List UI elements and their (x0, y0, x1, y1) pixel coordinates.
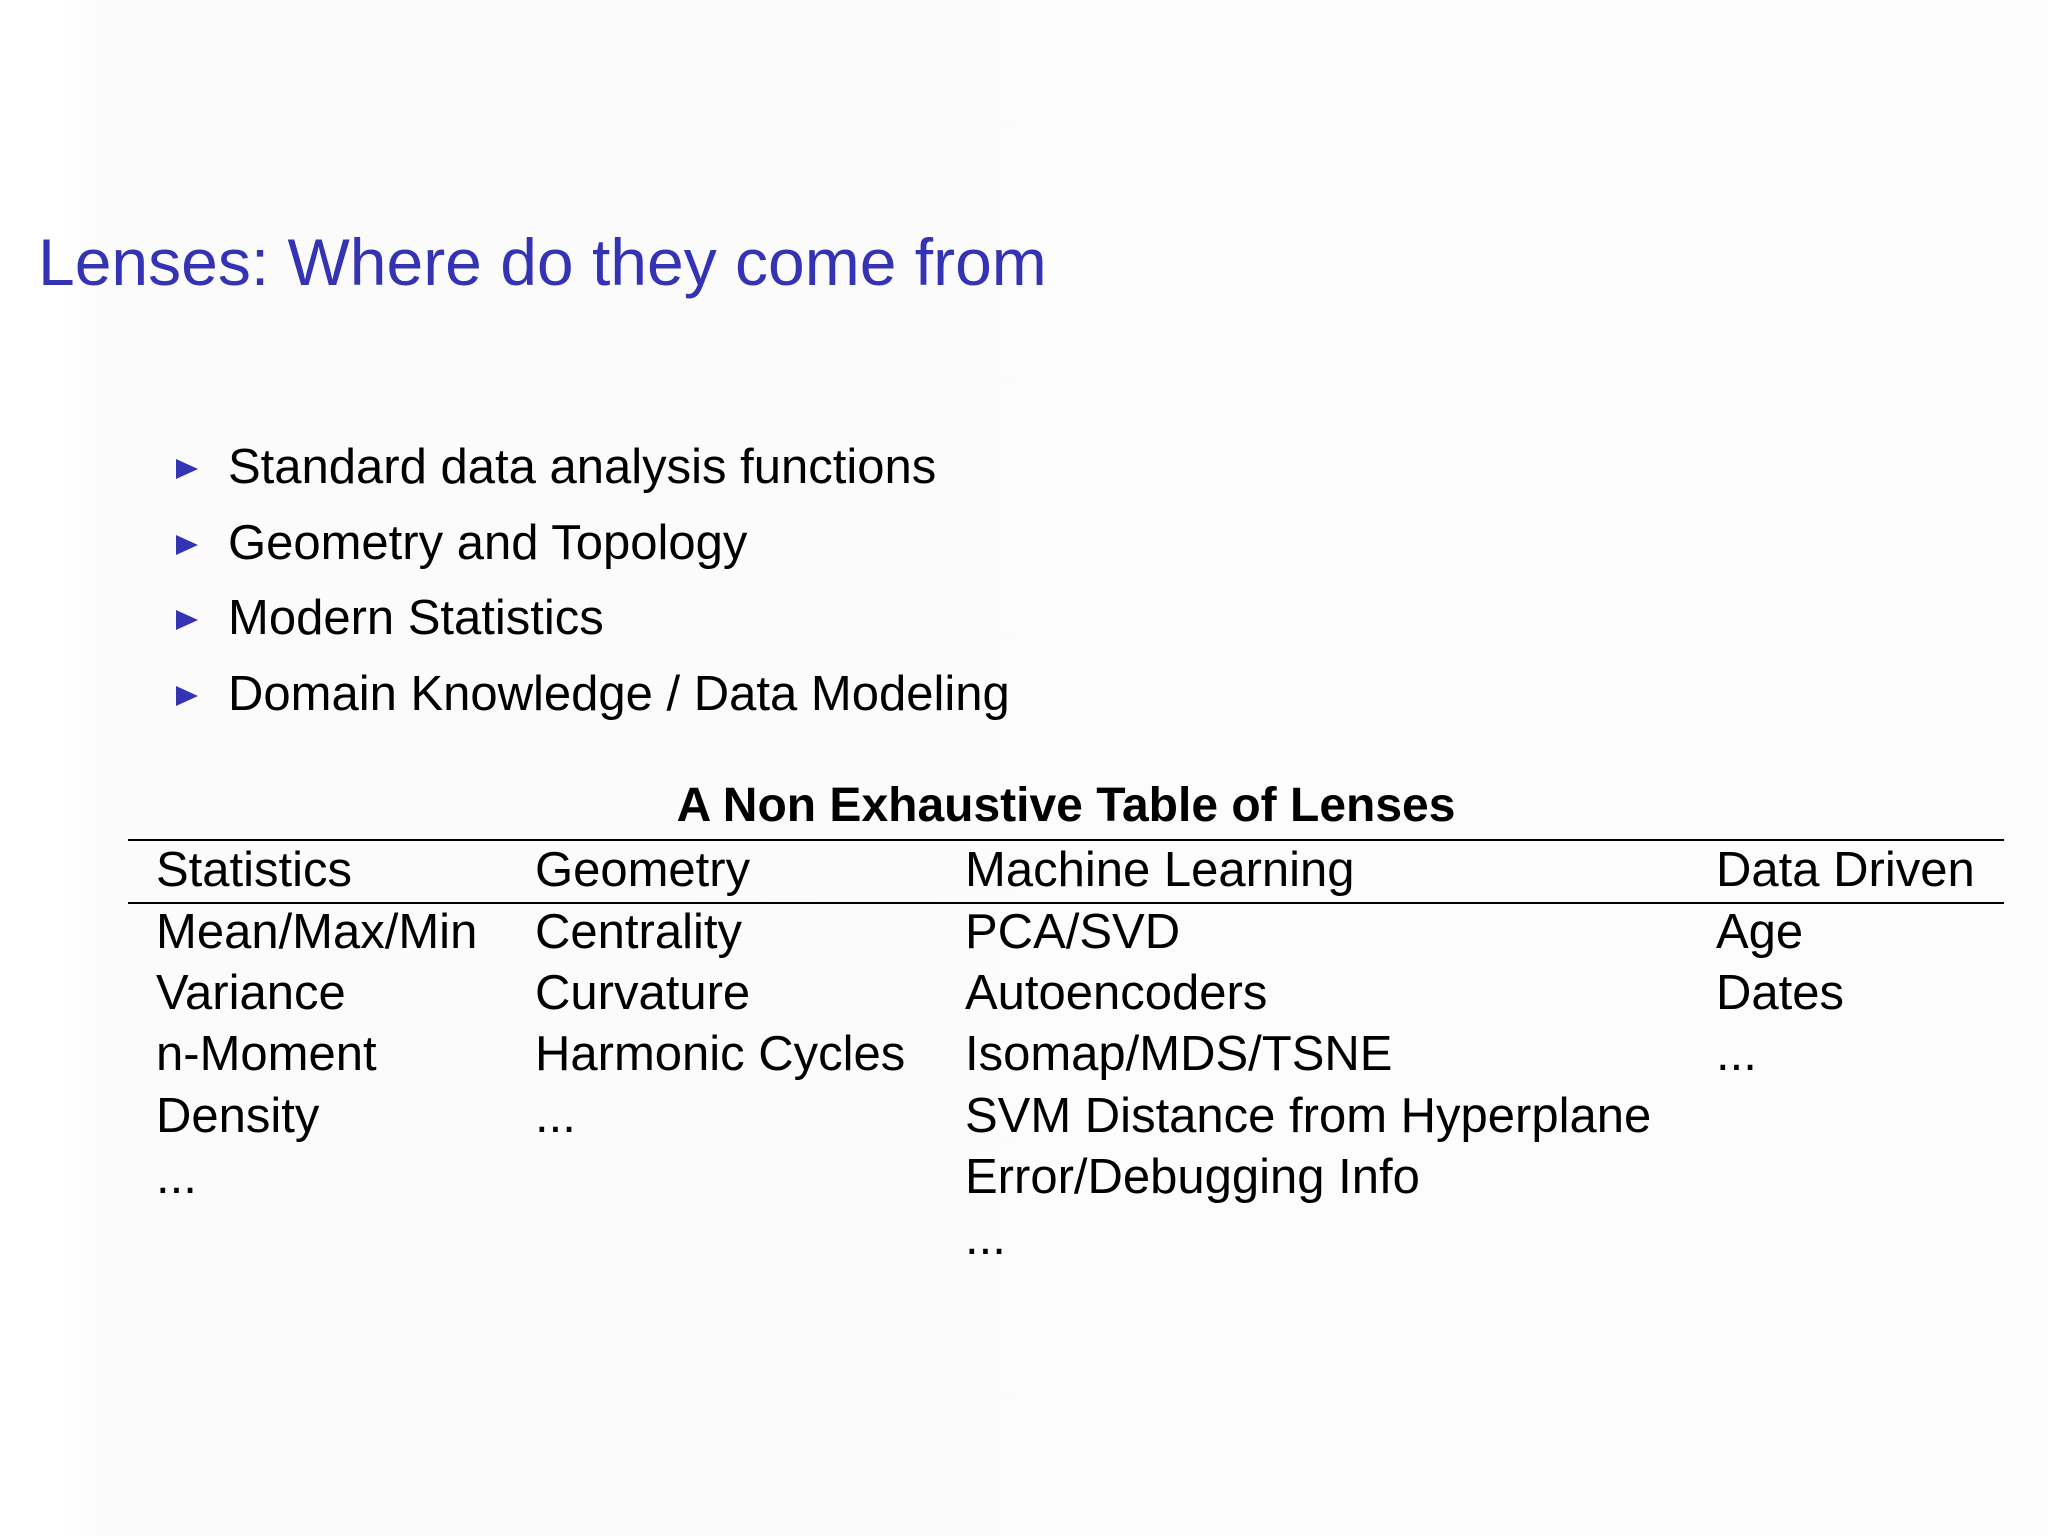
table-cell: Age (1716, 905, 1804, 959)
table-cell: Mean/Max/Min (156, 905, 478, 959)
table-cell: SVM Distance from Hyperplane (965, 1089, 1652, 1143)
table-header-data-driven: Data Driven (1716, 843, 1975, 897)
bullet-item (176, 506, 1010, 582)
bullet-item (176, 581, 1010, 657)
table-cell: Harmonic Cycles (535, 1027, 906, 1081)
table-cell: PCA/SVD (965, 905, 1181, 959)
table-cell: Centrality (535, 905, 742, 959)
table-cell: Isomap/MDS/TSNE (965, 1027, 1393, 1081)
table-cell: Error/Debugging Info (965, 1150, 1420, 1204)
table-cell: Curvature (535, 966, 751, 1020)
bullet-item (176, 430, 1010, 506)
table-cell: Autoencoders (965, 966, 1268, 1020)
table-header-geometry: Geometry (535, 843, 751, 897)
table-caption: A Non Exhaustive Table of Lenses (676, 779, 1456, 832)
table-cell: Density (156, 1089, 320, 1143)
table-cell: Variance (156, 966, 346, 1020)
bullet-text: Geometry and Topology (228, 515, 748, 570)
table-cell: ... (965, 1211, 1006, 1265)
bullet-list (176, 430, 1010, 732)
table-cell: ... (535, 1089, 576, 1143)
table-cell: Dates (1716, 966, 1845, 1020)
bullet-text: Modern Statistics (228, 591, 604, 645)
slide-title: Lenses: Where do they come from (38, 225, 1047, 299)
bullet-item (176, 657, 1010, 733)
table-header-machine-learning: Machine Learning (965, 843, 1355, 897)
table-cell: n-Moment (156, 1027, 377, 1081)
table-cell: ... (156, 1150, 197, 1204)
bullet-text: Domain Knowledge / Data Modeling (228, 666, 1010, 721)
table-header-statistics: Statistics (156, 843, 353, 897)
triangle-bullet-icon (176, 459, 198, 479)
table-cell: ... (1716, 1027, 1757, 1081)
triangle-bullet-icon (176, 610, 198, 630)
triangle-bullet-icon (176, 535, 198, 555)
bullet-text: Standard data analysis functions (228, 440, 937, 494)
triangle-bullet-icon (176, 686, 198, 706)
